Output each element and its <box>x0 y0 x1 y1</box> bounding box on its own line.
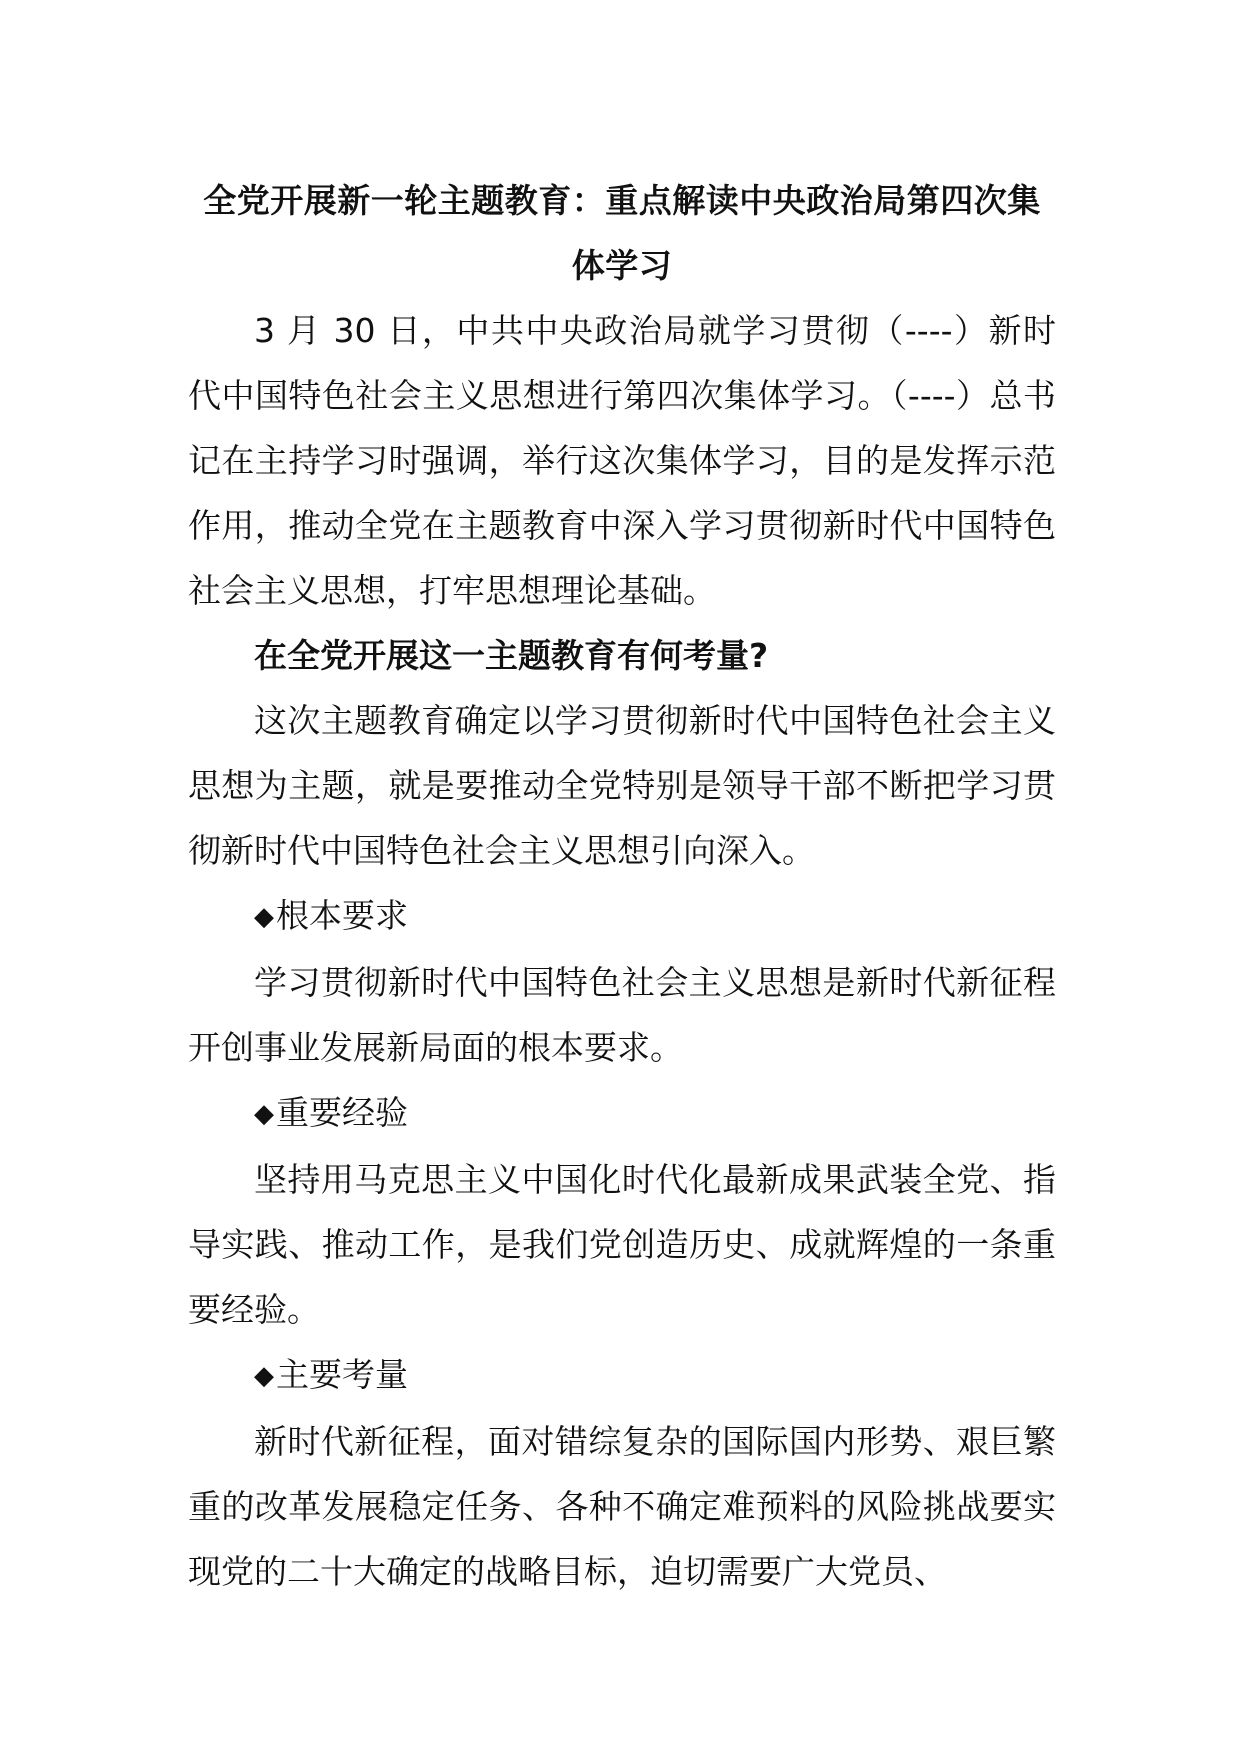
point-heading-fundamental-requirement <box>188 883 1056 950</box>
document-body <box>188 168 1056 1604</box>
diamond-bullet-icon: ◆ <box>254 1361 274 1391</box>
intro-paragraph: 3 月 30 日，中共中央政治局就学习贯彻（----）新时代中国特色社会主义思想进行第四次集体学习。（----）总书记在主持学习时强调，举行这次集体学习，目的是发挥示范作用，推动全党在主题教育中深入学习贯彻新时代中国特色社会主义思想，打牢思想理论基础。 <box>188 311 1056 610</box>
point-paragraph-fundamental-requirement: 学习贯彻新时代中国特色社会主义思想是新时代新征程开创事业发展新局面的根本要求。 <box>188 963 1056 1067</box>
point-label: 根本要求 <box>276 896 408 935</box>
point-paragraph-important-experience: 坚持用马克思主义中国化时代化最新成果武装全党、指导实践、推动工作，是我们党创造历史、成就辉煌的一条重要经验。 <box>188 1160 1056 1329</box>
point-label: 主要考量 <box>276 1355 408 1394</box>
point-paragraph-main-consideration: 新时代新征程，面对错综复杂的国际国内形势、艰巨繁重的改革发展稳定任务、各种不确定难预料的风险挑战要实现党的二十大确定的战略目标，迫切需要广大党员、 <box>188 1422 1056 1591</box>
point-heading-main-consideration <box>188 1342 1056 1409</box>
diamond-bullet-icon: ◆ <box>254 1099 274 1129</box>
section-paragraph: 这次主题教育确定以学习贯彻新时代中国特色社会主义思想为主题，就是要推动全党特别是领导干部不断把学习贯彻新时代中国特色社会主义思想引向深入。 <box>188 701 1056 870</box>
point-label: 重要经验 <box>276 1093 408 1132</box>
document-title: 全党开展新一轮主题教育：重点解读中央政治局第四次集体学习 <box>203 181 1041 285</box>
diamond-bullet-icon: ◆ <box>254 902 274 932</box>
point-heading-important-experience <box>188 1080 1056 1147</box>
section-heading: 在全党开展这一主题教育有何考量? <box>254 636 769 675</box>
